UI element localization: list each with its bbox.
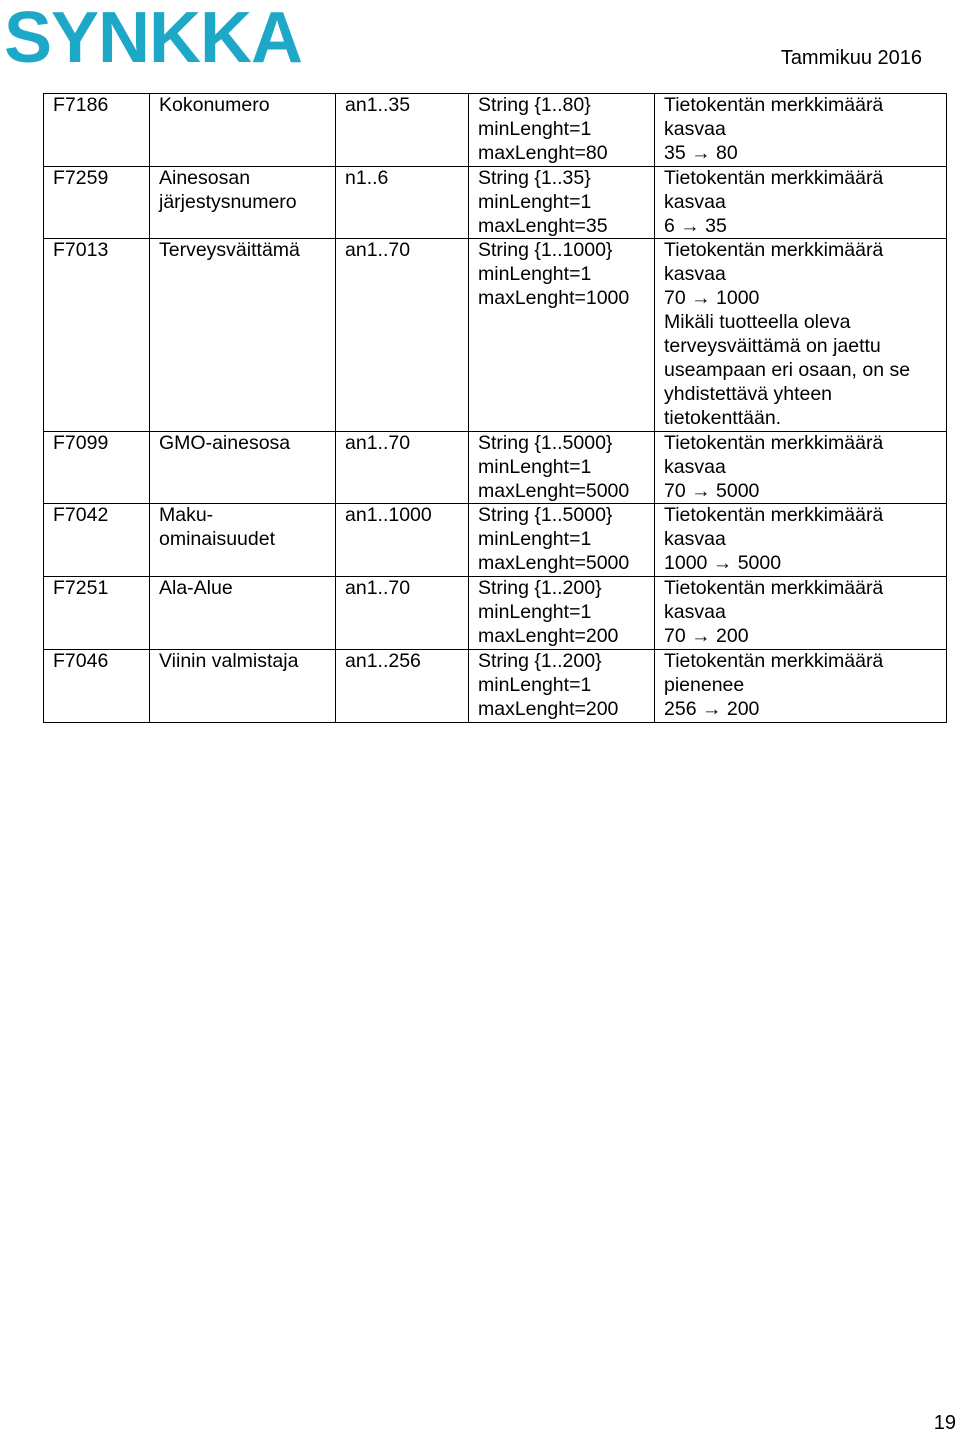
cell-type: String {1..5000} minLenght=1 maxLenght=5000 <box>469 504 655 577</box>
cell-format: an1..70 <box>336 431 469 504</box>
cell-note: Tietokentän merkkimäärä kasvaa 1000 → 5000 <box>655 504 947 577</box>
cell-format: n1..6 <box>336 166 469 239</box>
table-row <box>44 94 947 167</box>
table-row <box>44 577 947 650</box>
page-number: 19 <box>933 1412 956 1434</box>
cell-format: an1..1000 <box>336 504 469 577</box>
cell-type: String {1..80} minLenght=1 maxLenght=80 <box>469 94 655 167</box>
cell-code: F7046 <box>44 649 150 722</box>
cell-format: an1..256 <box>336 649 469 722</box>
table-row <box>44 431 947 504</box>
cell-type: String {1..1000} minLenght=1 maxLenght=1000 <box>469 239 655 431</box>
cell-note: Tietokentän merkkimäärä kasvaa 70 → 1000 Mikäli tuotteella oleva terveysväittämä on jaettu useampaan eri osaan, on se yhdistettävä yhteen tietokenttään. <box>655 239 947 431</box>
synkka-logo <box>4 0 304 70</box>
cell-name: Viinin valmistaja <box>150 649 336 722</box>
table-row <box>44 649 947 722</box>
document-date: Tammikuu 2016 <box>780 47 922 69</box>
cell-code: F7042 <box>44 504 150 577</box>
cell-code: F7013 <box>44 239 150 431</box>
table-row <box>44 239 947 431</box>
table-row <box>44 504 947 577</box>
cell-format: an1..70 <box>336 577 469 650</box>
cell-note: Tietokentän merkkimäärä kasvaa 6 → 35 <box>655 166 947 239</box>
cell-note: Tietokentän merkkimäärä pienenee 256 → 200 <box>655 649 947 722</box>
cell-note: Tietokentän merkkimäärä kasvaa 70 → 200 <box>655 577 947 650</box>
cell-type: String {1..200} minLenght=1 maxLenght=200 <box>469 577 655 650</box>
field-change-table-body <box>44 94 947 723</box>
cell-name: Ala-Alue <box>150 577 336 650</box>
logo-text: SYNKKA <box>4 0 303 70</box>
cell-type: String {1..200} minLenght=1 maxLenght=200 <box>469 649 655 722</box>
cell-format: an1..70 <box>336 239 469 431</box>
cell-name: Ainesosan järjestysnumero <box>150 166 336 239</box>
field-change-table <box>43 93 947 723</box>
cell-name: GMO-ainesosa <box>150 431 336 504</box>
table-row <box>44 166 947 239</box>
cell-code: F7251 <box>44 577 150 650</box>
cell-name: Kokonumero <box>150 94 336 167</box>
cell-type: String {1..5000} minLenght=1 maxLenght=5000 <box>469 431 655 504</box>
cell-code: F7186 <box>44 94 150 167</box>
synkka-logo-mark <box>4 0 304 70</box>
cell-note: Tietokentän merkkimäärä kasvaa 70 → 5000 <box>655 431 947 504</box>
cell-format: an1..35 <box>336 94 469 167</box>
cell-name: Terveysväittämä <box>150 239 336 431</box>
cell-name: Maku- ominaisuudet <box>150 504 336 577</box>
cell-type: String {1..35} minLenght=1 maxLenght=35 <box>469 166 655 239</box>
cell-note: Tietokentän merkkimäärä kasvaa 35 → 80 <box>655 94 947 167</box>
cell-code: F7259 <box>44 166 150 239</box>
cell-code: F7099 <box>44 431 150 504</box>
